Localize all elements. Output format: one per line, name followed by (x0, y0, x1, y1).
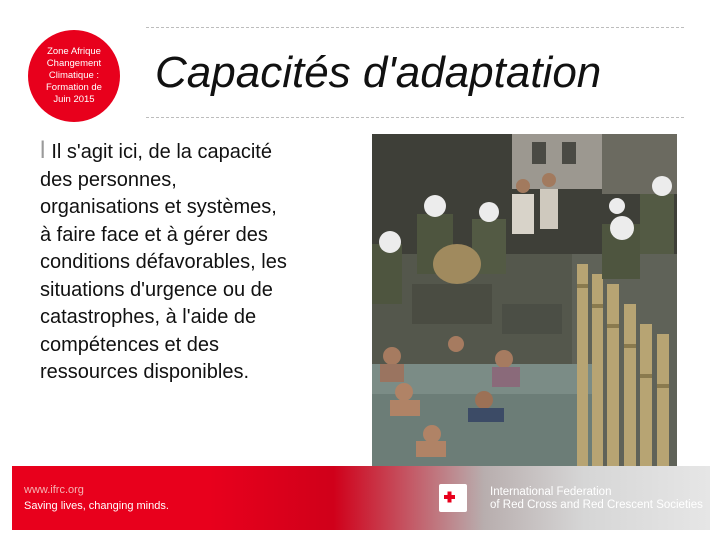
body-line: des personnes, (40, 168, 177, 191)
badge-line: Changement (46, 58, 102, 69)
zone-badge (28, 30, 120, 122)
top-divider (146, 27, 684, 28)
body-line-first (40, 137, 360, 167)
org-line: International Federation (490, 486, 612, 498)
red-cross-crescent-logo-icon (439, 484, 467, 512)
footer-red-panel (12, 466, 208, 530)
body-line: conditions défavorables, les (40, 251, 287, 273)
footer-slogan: Saving lives, changing minds. (24, 500, 169, 512)
body-line: situations d'urgence ou de (40, 278, 273, 301)
logo-svg (439, 484, 467, 512)
body-line: à faire face et à gérer des (40, 223, 268, 246)
organization-name (490, 486, 720, 512)
photo-illustration (372, 134, 677, 466)
badge-line: Juin 2015 (53, 94, 95, 105)
body-text (40, 137, 360, 387)
body-line: Il s'agit ici, de la capacité (51, 141, 272, 163)
org-line: of Red Cross and Red Crescent Societies (490, 499, 703, 511)
flood-rescue-photo (372, 134, 677, 466)
footer-url[interactable]: www.ifrc.org (24, 484, 84, 496)
badge-line: Zone Afrique (47, 46, 101, 57)
badge-line: Formation de (46, 82, 102, 93)
body-line: catastrophes, à l'aide de (40, 306, 257, 328)
title-divider (146, 117, 684, 118)
slide-title: Capacités d'adaptation (155, 48, 602, 97)
body-line: ressources disponibles. (40, 361, 249, 383)
body-line: compétences et des (40, 333, 219, 356)
body-line: organisations et systèmes, (40, 196, 277, 218)
badge-line: Climatique : (48, 70, 100, 81)
bullet-icon: l (40, 137, 46, 164)
footer-bar (12, 466, 710, 530)
